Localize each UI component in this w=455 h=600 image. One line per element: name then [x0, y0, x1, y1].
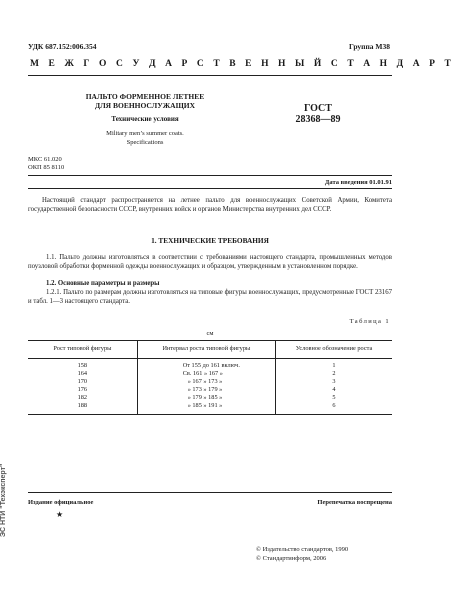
table-cell: 2	[276, 370, 393, 378]
okp-code: ОКП 85 8110	[28, 164, 65, 171]
table-row	[28, 402, 392, 415]
table-cell: » 179 » 185 »	[137, 394, 275, 402]
table-row	[28, 378, 392, 386]
english-title	[70, 129, 220, 147]
english-title-line-1: Military men’s summer coats.	[106, 130, 184, 137]
english-title-line-2: Specifications	[126, 139, 164, 146]
standard-banner: М Е Ж Г О С У Д А Р С Т В Е Н Н Ы Й С Т А Н Д А Р Т	[30, 59, 455, 69]
document-subtitle: Технические условия	[111, 115, 179, 123]
introduction-date: Дата введения 01.01.91	[324, 179, 392, 186]
classification-codes	[28, 156, 64, 172]
table-cell: 176	[77, 386, 88, 393]
intro-paragraph: Настоящий стандарт распространяется на летнее пальто для военнослужащих Советской Армии, Комитета государственной безопасности СССР, внутренних войск и органов Министерства внутренних дел СССР.	[28, 197, 392, 213]
column-header: Интервал роста типовой фигуры	[137, 341, 275, 359]
table-cell: 5	[276, 394, 393, 402]
table-cell: 170	[77, 378, 88, 385]
gost-number: 28368—89	[295, 114, 341, 125]
table-cell: 1	[276, 359, 393, 371]
table-row	[28, 394, 392, 402]
table-cell: 158	[77, 362, 88, 369]
copyright-line-2: © Стандартинформ, 2006	[256, 555, 327, 562]
footer-divider	[28, 492, 392, 493]
reprint-prohibited: Перепечатка воспрещена	[317, 499, 392, 506]
title-line-1: ПАЛЬТО ФОРМЕННОЕ ЛЕТНЕЕ	[85, 92, 205, 101]
table-cell: От 155 до 161 включ.	[137, 359, 275, 371]
table-row	[28, 370, 392, 378]
table-row	[28, 359, 392, 371]
gost-number-block	[288, 103, 348, 125]
table-cell: 164	[77, 370, 88, 377]
table-cell: 182	[77, 394, 88, 401]
banner-divider	[28, 75, 392, 76]
subsection-heading: 1.2. Основные параметры и размеры	[46, 280, 160, 287]
watermark-text: ЭС НТИ "Техэксперт"	[0, 463, 7, 537]
title-line-2: ДЛЯ ВОЕННОСЛУЖАЩИХ	[94, 101, 196, 110]
table-caption: Таблица 1	[349, 318, 390, 325]
section-heading: 1. ТЕХНИЧЕСКИЕ ТРЕБОВАНИЯ	[151, 236, 269, 245]
group-code: Группа М38	[349, 42, 390, 51]
udk-code: УДК 687.152:006.354	[28, 42, 97, 51]
document-title	[80, 92, 210, 110]
column-header: Условное обозначение роста	[276, 341, 393, 359]
official-edition: Издание официальное	[28, 499, 94, 506]
table-row	[28, 386, 392, 394]
table-unit: см	[206, 330, 214, 337]
column-header: Рост типовой фигуры	[28, 341, 137, 359]
header-divider	[28, 175, 392, 176]
star-icon: ★	[56, 510, 64, 519]
gost-label: ГОСТ	[304, 103, 332, 114]
table-cell: » 185 » 191 »	[137, 402, 275, 415]
table-cell: 188	[28, 402, 137, 415]
date-divider	[28, 188, 392, 189]
table-cell: 3	[276, 378, 393, 386]
mks-code: МКС 61.020	[28, 156, 62, 163]
table-header-row	[28, 341, 392, 359]
table-cell: » 167 » 173 »	[137, 378, 275, 386]
copyright-line-1: © Издательство стандартов, 1990	[256, 546, 349, 553]
table-cell: 6	[276, 402, 393, 415]
table-cell: Св. 161 » 167 »	[137, 370, 275, 378]
paragraph-1-1: 1.1. Пальто должны изготовляться в соответствии с требованиями настоящего стандарта, промышленных методов поузловой обработки форменной одежды военнослужащих и образцом, утвержденным в установленном порядке.	[28, 254, 392, 270]
paragraph-1-2-1: 1.2.1. Пальто по размерам должны изготовляться на типовые фигуры военнослужащих, предусмотренные ГОСТ 23167 и табл. 1—3 настоящего стандарта.	[28, 289, 392, 305]
table-cell: 4	[276, 386, 393, 394]
height-table	[28, 340, 392, 415]
table-cell: » 173 » 179 »	[137, 386, 275, 394]
copyright-block	[256, 545, 348, 563]
